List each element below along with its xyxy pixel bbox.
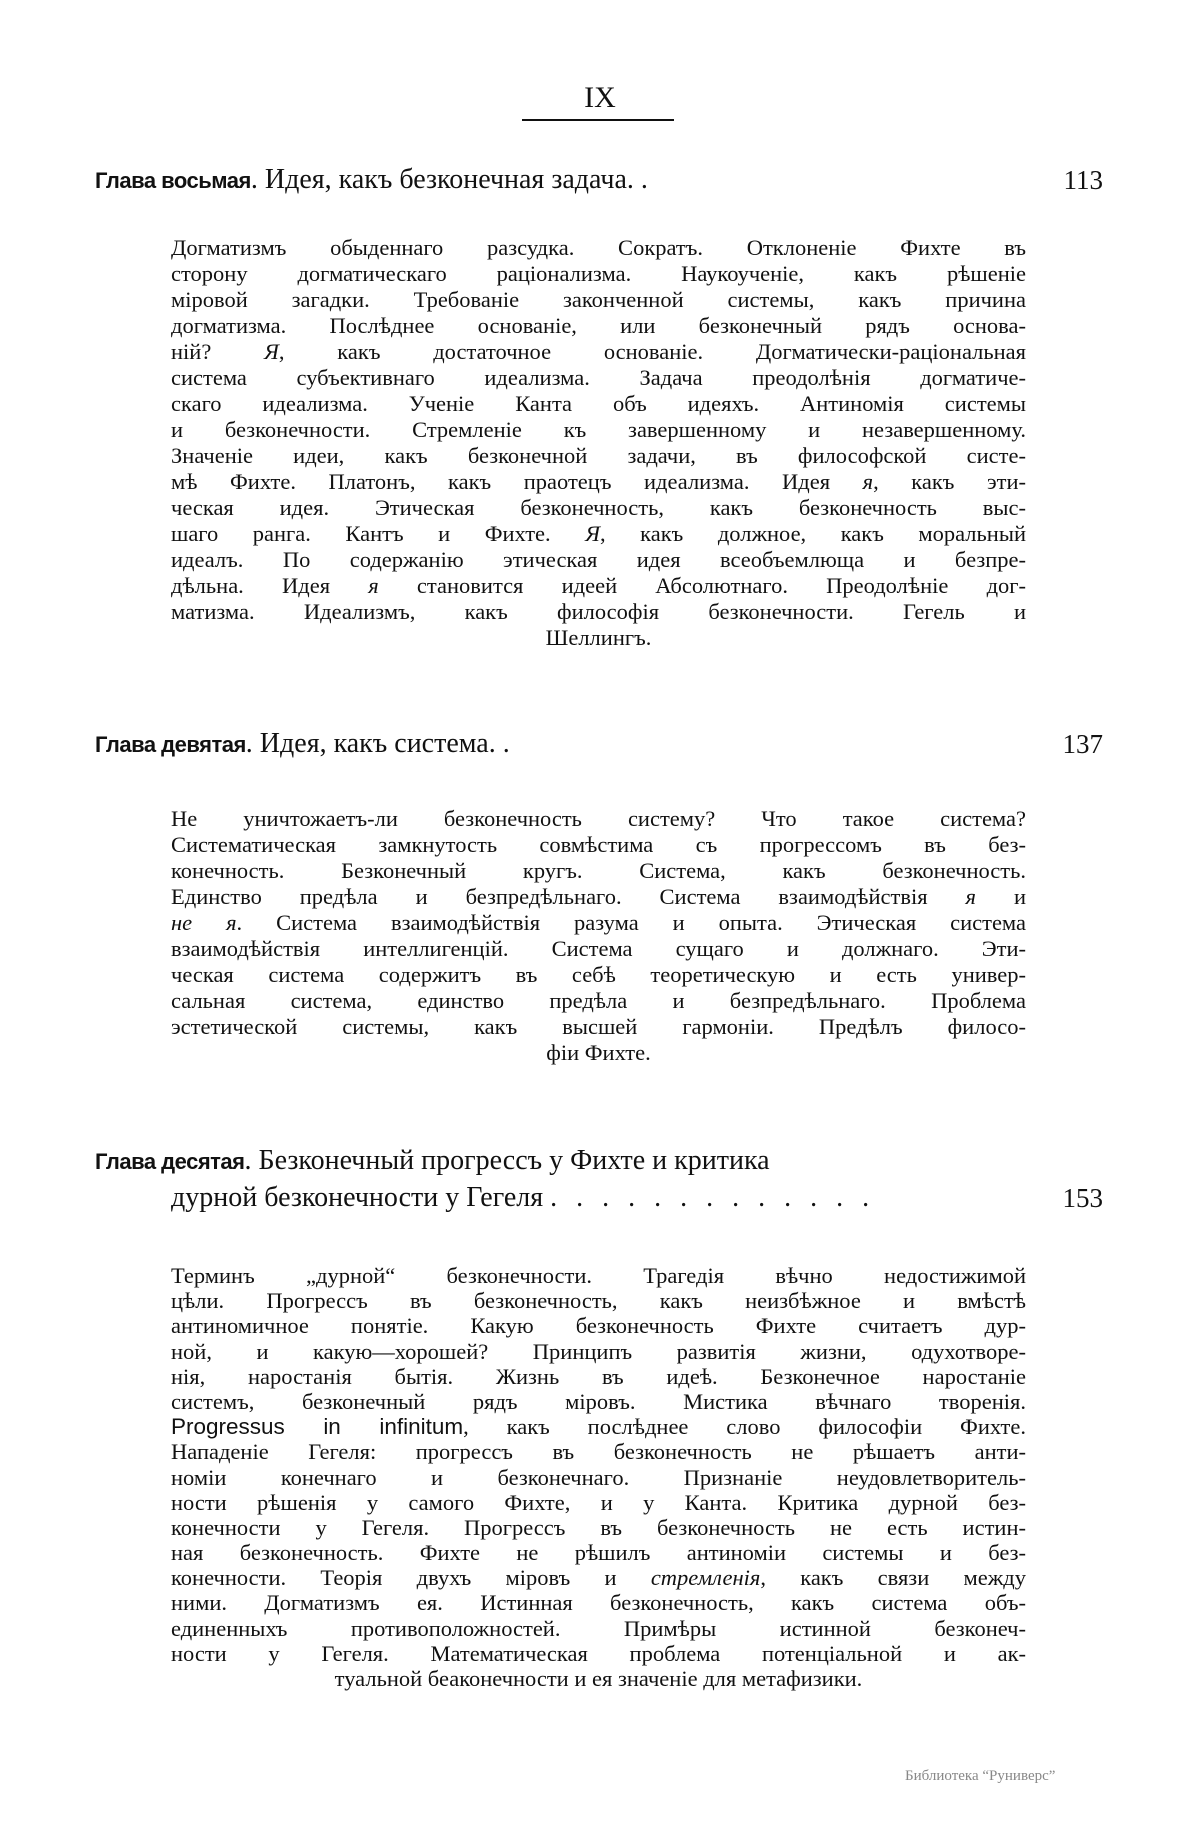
library-watermark: Библиотека “Руниверс” — [905, 1768, 1056, 1784]
summary-line — [171, 521, 1026, 547]
text-segment: системъ, безконечный рядъ міровъ. Мистика вѣчнаго творенія. — [171, 1388, 1026, 1414]
text-segment: эстетической системы, какъ высшей гармоніи. Предѣлъ филосо- — [171, 1014, 1026, 1039]
emphasized-text: я — [965, 884, 976, 909]
summary-line — [171, 1540, 1026, 1565]
chapter-heading-9 — [95, 726, 1103, 763]
emphasized-text: Я — [585, 521, 600, 546]
summary-line — [171, 339, 1026, 365]
text-segment: Нападеніе Гегеля: прогрессъ въ безконечность не рѣшаетъ анти- — [171, 1439, 1026, 1465]
summary-line — [171, 1641, 1026, 1666]
text-segment: Не уничтожаетъ-ли безконечность систему? Что такое система? — [171, 806, 1026, 831]
chapter-summary-8 — [171, 235, 1026, 651]
summary-line — [171, 884, 1026, 910]
text-segment: догматизма. Послѣднее основаніе, или безконечный рядъ основа- — [171, 313, 1026, 338]
chapter-title: . Идея, какъ безконечная задача. . — [250, 164, 648, 195]
summary-line — [171, 1288, 1026, 1313]
summary-line — [171, 1439, 1026, 1464]
text-segment: конечность. Безконечный кругъ. Система, какъ безконечность. — [171, 858, 1026, 883]
page-folio: IX — [584, 81, 616, 114]
text-segment: ними. Догматизмъ ея. Истинная безконечность, какъ система объ- — [171, 1590, 1026, 1616]
summary-line — [171, 417, 1026, 443]
text-segment: и — [976, 884, 1026, 909]
text-segment: Догматизмъ обыденнаго разсудка. Сократъ. Отклоненіе Фихте въ — [171, 235, 1026, 260]
text-segment: ная безконечность. Фихте не рѣшилъ антиноміи системы и без- — [171, 1540, 1026, 1566]
text-segment: ній? — [171, 339, 265, 364]
text-segment: и безконечности. Стремленіе къ завершенному и незавершенному. — [171, 417, 1026, 442]
summary-line — [171, 391, 1026, 417]
text-segment: шаго ранга. Кантъ и Фихте. — [171, 521, 586, 546]
summary-line — [171, 625, 1026, 651]
text-segment: номіи конечнаго и безконечнаго. Признаніе неудовлетворитель- — [171, 1464, 1026, 1490]
text-segment: скаго идеализма. Ученіе Канта объ идеяхъ. Антиномія системы — [171, 391, 1026, 416]
text-segment: сальная система, единство предѣла и безпредѣльнаго. Проблема — [171, 988, 1026, 1013]
text-segment: , какъ достаточное основаніе. Догматически-раціональная — [278, 339, 1026, 364]
text-segment: ной, и какую—хорошей? Принципъ развитія жизни, одухотворе- — [171, 1338, 1026, 1364]
summary-line — [171, 599, 1026, 625]
emphasized-text: я — [862, 469, 874, 494]
text-segment: . Система взаимодѣйствія разума и опыта. Этическая система — [236, 910, 1026, 935]
emphasized-text: я — [368, 573, 379, 598]
text-segment: цѣли. Прогрессъ въ безконечность, какъ неизбѣжное и вмѣстѣ — [171, 1288, 1026, 1314]
chapter-page-number: 153 — [1062, 1183, 1103, 1213]
text-segment: становится идеей Абсолютнаго. Преодолѣніе дог- — [378, 573, 1026, 598]
chapter-summary-9 — [171, 806, 1026, 1066]
summary-line — [171, 1313, 1026, 1338]
chapter-label: Глава десятая — [95, 1149, 245, 1174]
summary-line — [171, 1364, 1026, 1389]
summary-line — [171, 547, 1026, 573]
summary-line — [171, 962, 1026, 988]
chapter-heading-8 — [95, 162, 1103, 199]
chapter-label: Глава девятая — [95, 732, 246, 757]
dot-leader: . . . . . . . . . . . . . — [550, 1182, 876, 1213]
summary-line — [171, 832, 1026, 858]
summary-line — [171, 988, 1026, 1014]
summary-line — [171, 1515, 1026, 1540]
summary-line — [171, 1616, 1026, 1641]
text-segment: мѣ Фихте. Платонъ, какъ праотецъ идеализма. Идея — [171, 469, 863, 494]
text-segment: Шеллингъ. — [545, 625, 652, 650]
text-segment: идеалъ. По содержанію этическая идея всеобъемлюща и безпре- — [171, 547, 1026, 572]
summary-line — [171, 1465, 1026, 1490]
summary-line — [171, 910, 1026, 936]
text-segment: фіи Фихте. — [546, 1040, 651, 1065]
chapter-heading-10 — [95, 1143, 1030, 1180]
text-segment: ности рѣшенія у самого Фихте, и у Канта. Критика дурной без- — [171, 1489, 1026, 1515]
summary-line — [171, 365, 1026, 391]
summary-line — [171, 1590, 1026, 1615]
summary-line — [171, 1490, 1026, 1515]
chapter-page-number: 113 — [1063, 165, 1103, 195]
text-segment: міровой загадки. Требованіе законченной системы, какъ причина — [171, 287, 1026, 312]
text-segment: Терминъ „дурной“ безконечности. Трагедія вѣчно недостижимой — [171, 1263, 1026, 1288]
text-segment: , какъ послѣднее слово философіи Фихте. — [463, 1414, 1026, 1440]
summary-line — [171, 287, 1026, 313]
text-segment: нія, наростанія бытія. Жизнь въ идеѣ. Безконечное наростаніе — [171, 1363, 1026, 1389]
chapter-title: . Безконечный прогрессъ у Фихте и критика — [244, 1145, 770, 1176]
text-segment: , какъ эти- — [873, 469, 1026, 494]
text-segment: система субъективнаго идеализма. Задача преодолѣнія догматиче- — [171, 365, 1026, 390]
text-segment: сторону догматическаго раціонализма. Наукоученіе, какъ рѣшеніе — [171, 261, 1026, 286]
text-segment: Систематическая замкнутость совмѣстима съ прогрессомъ въ без- — [171, 832, 1026, 857]
summary-line — [171, 1389, 1026, 1414]
summary-line — [171, 1263, 1026, 1288]
chapter-label: Глава восьмая — [95, 168, 251, 193]
text-segment: единенныхъ противоположностей. Примѣры истинной безконеч- — [171, 1615, 1026, 1641]
summary-line — [171, 443, 1026, 469]
text-segment: матизма. Идеализмъ, какъ философія безконечности. Гегель и — [171, 599, 1026, 624]
summary-line — [171, 1014, 1026, 1040]
summary-line — [171, 469, 1026, 495]
summary-line — [171, 858, 1026, 884]
text-segment: дѣльна. Идея — [171, 573, 369, 598]
folio-rule — [522, 119, 674, 121]
text-segment: конечности. Теорія двухъ міровъ и — [171, 1565, 651, 1591]
text-segment: ности у Гегеля. Математическая проблема потенціальной и ак- — [171, 1640, 1026, 1666]
summary-line — [171, 1339, 1026, 1364]
chapter-page-number: 137 — [1062, 729, 1103, 759]
emphasized-text: не я — [171, 910, 237, 935]
text-segment: Единство предѣла и безпредѣльнаго. Система взаимодѣйствія — [171, 884, 966, 909]
text-segment: Progressus in infinitum — [171, 1414, 464, 1440]
text-segment: , какъ связи между — [760, 1565, 1026, 1591]
chapter-heading-10-line2 — [171, 1180, 1103, 1216]
text-segment: , какъ должное, какъ моральный — [600, 521, 1026, 546]
summary-line — [171, 806, 1026, 832]
chapter-title: . Идея, какъ система. . — [245, 728, 510, 759]
emphasized-text: стремленія — [650, 1565, 761, 1591]
summary-line — [171, 1040, 1026, 1066]
summary-line — [171, 1565, 1026, 1590]
summary-line — [171, 936, 1026, 962]
summary-line — [171, 235, 1026, 261]
emphasized-text: Я — [264, 339, 279, 364]
summary-line — [171, 495, 1026, 521]
chapter-title-continued: дурной безконечности у Гегеля — [171, 1182, 544, 1213]
text-segment: взаимодѣйствія интеллигенцій. Система сущаго и должнаго. Эти- — [171, 936, 1026, 961]
text-segment: туальной беаконечности и ея значеніе для метафизики. — [334, 1666, 863, 1691]
text-segment: антиномичное понятіе. Какую безконечность Фихте считаетъ дур- — [171, 1313, 1026, 1339]
text-segment: ческая идея. Этическая безконечность, какъ безконечность выс- — [171, 495, 1026, 520]
text-segment: ческая система содержитъ въ себѣ теоретическую и есть универ- — [171, 962, 1026, 987]
text-segment: конечности у Гегеля. Прогрессъ въ безконечность не есть истин- — [171, 1514, 1026, 1540]
summary-line — [171, 1666, 1026, 1691]
chapter-summary-10 — [171, 1263, 1026, 1691]
summary-line — [171, 573, 1026, 599]
text-segment: Значеніе идеи, какъ безконечной задачи, въ философской систе- — [171, 443, 1026, 468]
summary-line — [171, 1414, 1026, 1439]
summary-line — [171, 313, 1026, 339]
summary-line — [171, 261, 1026, 287]
